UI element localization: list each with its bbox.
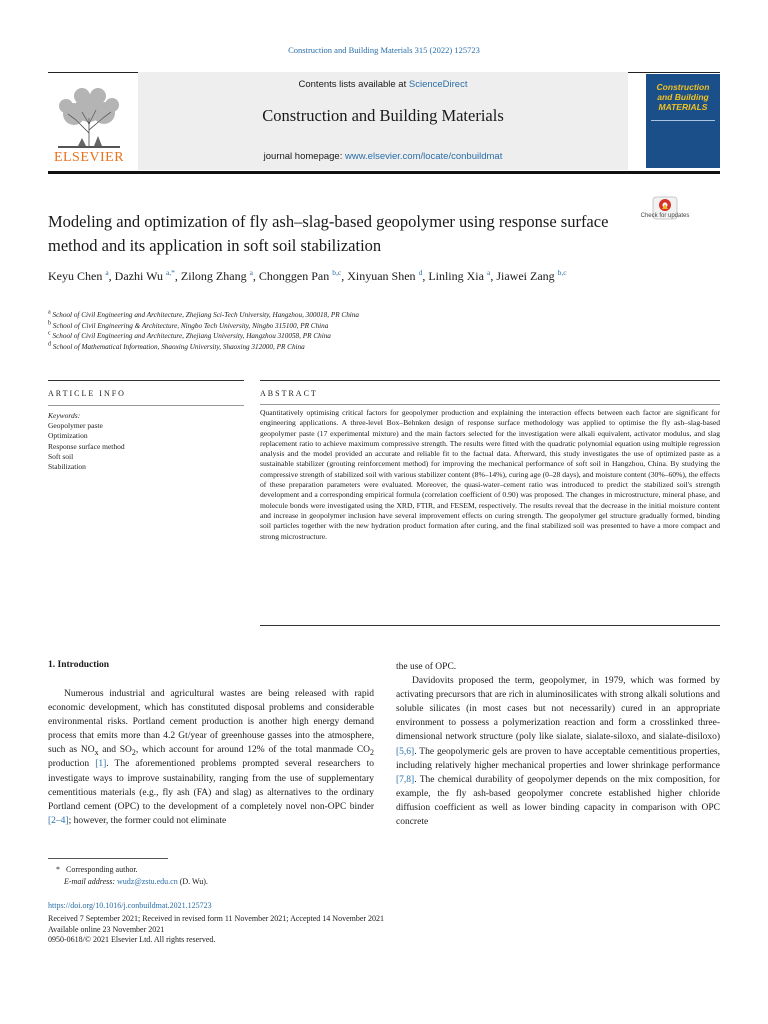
introduction-heading: 1. Introduction xyxy=(48,660,110,670)
affiliation-text: School of Mathematical Information, Shaoxing University, Shaoxing 312000, PR China xyxy=(51,342,305,351)
contents-prefix: Contents lists available at xyxy=(298,79,409,90)
keyword-list xyxy=(48,421,125,472)
abstract-rule xyxy=(260,380,720,381)
homepage-prefix: journal homepage: xyxy=(263,151,345,162)
affiliation-item xyxy=(48,321,688,332)
email-link[interactable]: wudz@zstu.edu.cn xyxy=(117,877,178,886)
author-list: Keyu Chen $^a$, Dazhi Wu $^{a,*}$, Zilong Zhang $^a$, Chonggen Pan $^{b,c}$, Xinyuan Shen $^d$, Linling Xia $^a$, Jiawei Zang $^{b,c}$ xyxy=(48,268,567,283)
corresponding-author-label: Corresponding author. xyxy=(66,865,138,874)
affiliation-text: School of Civil Engineering and Architecture, Zhejiang University, Hangzhou 310058, PR China xyxy=(50,332,331,340)
affiliation-text: School of Civil Engineering & Architecture, Ningbo Tech University, Ningbo 315100, PR China xyxy=(51,321,329,330)
check-for-updates-label[interactable]: Check for updates xyxy=(640,213,690,219)
affiliations xyxy=(48,310,688,352)
intro-right-column xyxy=(396,660,720,829)
received-dates: Received 7 September 2021; Received in revised form 11 November 2021; Accepted 14 November 2021 xyxy=(48,914,385,923)
affiliation-item xyxy=(48,310,688,321)
footnotes xyxy=(48,864,208,888)
sciencedirect-link[interactable]: ScienceDirect xyxy=(408,79,468,90)
affiliation-item xyxy=(48,331,688,342)
homepage-line xyxy=(138,151,628,162)
affiliation-mark: d xyxy=(48,341,51,348)
publisher-name: ELSEVIER xyxy=(53,150,125,165)
copyright: 0950-0618/© 2021 Elsevier Ltd. All rights reserved. xyxy=(48,935,216,944)
keyword-item: Optimization xyxy=(48,431,88,441)
contents-line xyxy=(138,79,628,90)
article-info-rule xyxy=(48,380,244,381)
header-bottom-rule xyxy=(48,171,720,174)
footnote-rule xyxy=(48,858,168,859)
homepage-link[interactable]: www.elsevier.com/locate/conbuildmat xyxy=(344,151,503,162)
intro-paragraph-1: Numerous industrial and agricultural wastes are being released with rapid economic development, which has constituted disposal problems and considerable environmental risks. Portland cement production is another high energy demand process that emits more than 4.2 Gt/year of greenhouse gasses into the atmosphere, such as $NO_x$ and $SO_2$, which account for around 12% of the total manmade $CO_2$ production [1]. The aforementioned problems prompted several researchers to investigate ways to improve sustainability, ranging from the use of supplementary cementitious materials (e.g., fly ash (FA) and slag) as alternatives to the ordinary Portland cement (OPC) to the development of a completely novel non-OPC binder [2–4]; however, the former could not eliminate xyxy=(48,689,374,826)
publication-history xyxy=(48,914,384,946)
email-note xyxy=(48,876,208,888)
email-label: E-mail address: xyxy=(64,877,116,886)
abstract-text: Quantitatively optimising critical factors for geopolymer production and explaining the interaction effects between each factor are significant for engineering applications. A three-level Box–Behnken design of response surface methodology was applied to optimise the fly ash–slag-based geopolymer paste (17 experimental mixture) and the main factors selected for the investigation were alkali equivalent, activator modulus, and slag replacement ratio to achieve maximum compressive strength. The results were fitted with the quadratic polynomial equation using multiple regression analysis and the model provided an accurate and reliable fit to the factual data. Afterward, this study investigates the use of optimized paste as a sustainable stabilizer (grouting reinforcement method) for improving the mechanical performance of soft soil in Hangzhou, China. By studying the compressive strength of stabilized soil with various stabilizer content (8%–14%), curing age (0–28 days), and moisture content (30%–60%), the effects of these preparation parameters were evaluated. Moreover, the quasi-water–cement ratio was introduced to predict the stabilized soil's strength development and a corresponding empirical formula (correlation coefficient of 0.90) was proposed. The changes in microstructure, mineral phase, and molecule bonds were investigated using the XRD, FTIR, and FESEM, respectively. The results reveal that the decrease in the initial moisture content and increase in geopolymer inclusion have several improvement effects on curing strength. The geopolymer gel structure gradually formed, binding soil particles together with the new hydration product formation after curing, and the final stabilized soil was presented to have a more compact and strong microstructure. xyxy=(260,408,720,541)
abstract-heading: ABSTRACT xyxy=(260,389,318,398)
journal-cover-divider xyxy=(651,120,715,121)
available-online: Available online 23 November 2021 xyxy=(48,924,165,934)
article-title: Modeling and optimization of fly ash–slag-based geopolymer using response surface method and its application in soft soil stabilization xyxy=(48,212,609,255)
journal-reference[interactable]: Construction and Building Materials 315 (2022) 125723 xyxy=(288,45,480,55)
intro-paragraph-2: Davidovits proposed the term, geopolymer, in 1979, which was formed by activating precursors that are rich in aluminosilicates with strong alkali solutions and soluble silicates (in most cases but not necessarily) cured in an appropriate environment to possess a polymerization reaction and form a crosslinked three-dimensional network structure (poly like sialate, sialate-siloxo, and sialate-disiloxo) [5,6]. The geopolymeric gels are proven to have acceptable cementitious properties, including relatively higher mechanical properties and lower shrinkage performance [7,8]. The chemical durability of geopolymer depends on the mix composition, for example, the fly ash-based geopolymer concrete established higher chloride diffusion coefficient as well as lower binding capacity in comparison with OPC concrete xyxy=(396,676,720,828)
affiliation-mark: a xyxy=(48,309,51,316)
email-suffix: (D. Wu). xyxy=(179,877,208,886)
article-info-heading: ARTICLE INFO xyxy=(48,389,126,398)
journal-cover-title: Construction and Building MATERIALS xyxy=(656,82,710,112)
journal-name: Construction and Building Materials xyxy=(262,106,504,125)
intro-continuation: the use of OPC. xyxy=(396,662,457,672)
keywords-label: Keywords: xyxy=(48,411,81,420)
keyword-item: Response surface method xyxy=(48,441,125,451)
keywords-rule xyxy=(48,405,244,406)
keyword-item: Geopolymer paste xyxy=(48,421,103,430)
affiliation-text: School of Civil Engineering and Architecture, Zhejiang Sci-Tech University, Hangzhou, 300018, PR China xyxy=(50,311,359,319)
affiliation-mark: c xyxy=(48,330,51,337)
keyword-item: Stabilization xyxy=(48,462,86,472)
affiliation-item xyxy=(48,342,688,353)
affiliation-mark: b xyxy=(48,320,51,327)
doi-link[interactable]: https://doi.org/10.1016/j.conbuildmat.2021.125723 xyxy=(48,901,212,910)
corresponding-note: * Corresponding author. xyxy=(56,865,138,874)
keyword-item: Soft soil xyxy=(48,451,74,461)
